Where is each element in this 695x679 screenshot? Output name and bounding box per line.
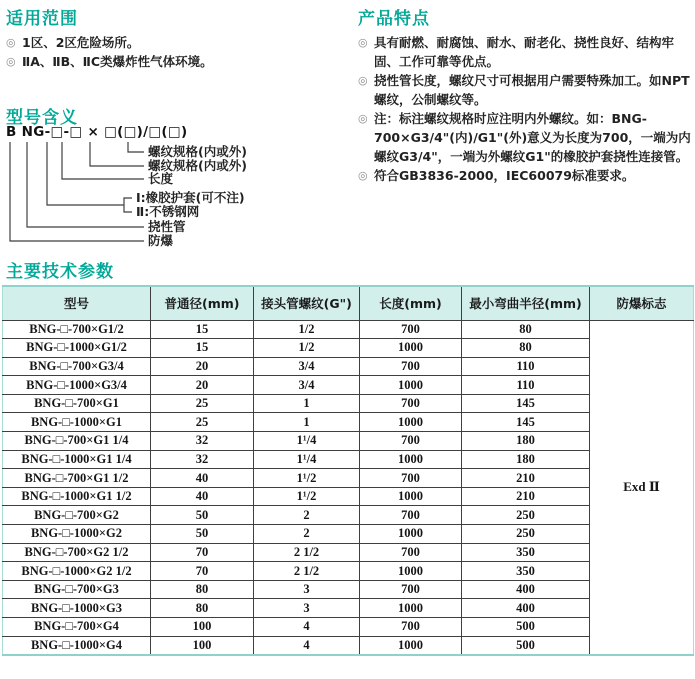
thread-cell: 1/2: [254, 320, 360, 339]
model-cell: BNG-□-1000×G1/2: [3, 339, 151, 358]
diameter-cell: 15: [151, 339, 254, 358]
length-cell: 700: [360, 357, 462, 376]
thread-cell: 2 1/2: [254, 543, 360, 562]
radius-cell: 145: [462, 394, 590, 413]
diagram-label-stainless-mesh: Ⅱ:不锈钢网: [136, 204, 200, 219]
radius-cell: 80: [462, 320, 590, 339]
column-header-thread: 接头管螺纹(G"): [254, 286, 360, 320]
length-cell: 700: [360, 618, 462, 637]
table-row: [3, 320, 694, 339]
bullseye-bullet-icon: ◎: [358, 169, 368, 182]
model-cell: BNG-□-700×G2 1/2: [3, 543, 151, 562]
list-item: [358, 109, 692, 166]
radius-cell: 250: [462, 525, 590, 544]
bullseye-bullet-icon: ◎: [358, 36, 368, 49]
model-cell: BNG-□-1000×G3/4: [3, 376, 151, 395]
diagram-label-rubber-sheath: Ⅰ:橡胶护套(可不注): [136, 190, 245, 205]
list-item: [6, 52, 351, 71]
parameters-table: [2, 285, 694, 656]
diameter-cell: 32: [151, 432, 254, 451]
radius-cell: 110: [462, 376, 590, 395]
radius-cell: 210: [462, 469, 590, 488]
model-cell: BNG-□-1000×G1 1/4: [3, 450, 151, 469]
length-cell: 1000: [360, 636, 462, 655]
diameter-cell: 25: [151, 394, 254, 413]
diagram-label-thread-spec-outer: 螺纹规格(内或外): [148, 144, 247, 159]
model-cell: BNG-□-700×G1/2: [3, 320, 151, 339]
model-cell: BNG-□-700×G4: [3, 618, 151, 637]
feature-item-text: 注：标注螺纹规格时应注明内外螺纹。如：BNG-700×G3/4"(内)/G1"(外)意义为长度为700，一端为内螺纹G3/4"，一端为外螺纹G1"的橡胶护套挠性连接管。: [374, 111, 691, 164]
radius-cell: 110: [462, 357, 590, 376]
length-cell: 1000: [360, 562, 462, 581]
thread-cell: 1¹/2: [254, 469, 360, 488]
model-cell: BNG-□-700×G1: [3, 394, 151, 413]
bullseye-bullet-icon: ◎: [6, 55, 16, 68]
diameter-cell: 20: [151, 357, 254, 376]
length-cell: 700: [360, 580, 462, 599]
thread-cell: 4: [254, 618, 360, 637]
radius-cell: 500: [462, 636, 590, 655]
diagram-label-explosion-proof: 防爆: [148, 233, 174, 248]
radius-cell: 350: [462, 562, 590, 581]
length-cell: 1000: [360, 599, 462, 618]
radius-cell: 500: [462, 618, 590, 637]
radius-cell: 400: [462, 599, 590, 618]
parameters-title: 主要技术参数: [6, 262, 114, 282]
application-scope-title: 适用范围: [6, 9, 78, 29]
thread-cell: 1¹/4: [254, 432, 360, 451]
model-cell: BNG-□-700×G3/4: [3, 357, 151, 376]
diameter-cell: 25: [151, 413, 254, 432]
product-features-section: [358, 4, 692, 185]
radius-cell: 250: [462, 506, 590, 525]
diameter-cell: 80: [151, 580, 254, 599]
parameters-section: [6, 257, 114, 282]
thread-cell: 1: [254, 413, 360, 432]
model-cell: BNG-□-1000×G1: [3, 413, 151, 432]
diameter-cell: 70: [151, 562, 254, 581]
diameter-cell: 50: [151, 506, 254, 525]
diagram-label-flexible-tube: 挠性管: [148, 219, 186, 234]
thread-cell: 1: [254, 394, 360, 413]
length-cell: 700: [360, 394, 462, 413]
radius-cell: 210: [462, 487, 590, 506]
thread-cell: 3: [254, 580, 360, 599]
diagram-label-thread-spec-inner: 螺纹规格(内或外): [148, 158, 247, 173]
parameters-table-body: [3, 320, 694, 655]
radius-cell: 400: [462, 580, 590, 599]
model-cell: BNG-□-1000×G4: [3, 636, 151, 655]
length-cell: 1000: [360, 487, 462, 506]
length-cell: 700: [360, 543, 462, 562]
diameter-cell: 20: [151, 376, 254, 395]
length-cell: 700: [360, 469, 462, 488]
product-features-list: [358, 33, 692, 185]
radius-cell: 180: [462, 450, 590, 469]
diameter-cell: 50: [151, 525, 254, 544]
column-header-ex-mark: 防爆标志: [590, 286, 694, 320]
column-header-model: 型号: [3, 286, 151, 320]
thread-cell: 2: [254, 506, 360, 525]
thread-cell: 1¹/2: [254, 487, 360, 506]
thread-cell: 2: [254, 525, 360, 544]
radius-cell: 350: [462, 543, 590, 562]
thread-cell: 3: [254, 599, 360, 618]
length-cell: 1000: [360, 525, 462, 544]
bullseye-bullet-icon: ◎: [358, 112, 368, 125]
diameter-cell: 40: [151, 469, 254, 488]
column-header-length: 长度(mm): [360, 286, 462, 320]
diameter-cell: 15: [151, 320, 254, 339]
feature-item-text: 具有耐燃、耐腐蚀、耐水、耐老化、挠性良好、结构牢固、工作可靠等优点。: [374, 35, 675, 69]
length-cell: 700: [360, 432, 462, 451]
model-cell: BNG-□-1000×G3: [3, 599, 151, 618]
diameter-cell: 80: [151, 599, 254, 618]
model-cell: BNG-□-1000×G1 1/2: [3, 487, 151, 506]
model-cell: BNG-□-700×G3: [3, 580, 151, 599]
diameter-cell: 100: [151, 618, 254, 637]
feature-item-text: 符合GB3836-2000，IEC60079标准要求。: [374, 168, 635, 183]
thread-cell: 2 1/2: [254, 562, 360, 581]
diameter-cell: 70: [151, 543, 254, 562]
length-cell: 1000: [360, 376, 462, 395]
model-code-string: B NG-□-□ × □(□)/□(□): [6, 124, 188, 140]
bullseye-bullet-icon: ◎: [358, 74, 368, 87]
diameter-cell: 100: [151, 636, 254, 655]
thread-cell: 3/4: [254, 376, 360, 395]
radius-cell: 80: [462, 339, 590, 358]
length-cell: 700: [360, 506, 462, 525]
feature-item-text: 挠性管长度，螺纹尺寸可根据用户需要特殊加工。如NPT螺纹，公制螺纹等。: [374, 73, 690, 107]
length-cell: 1000: [360, 413, 462, 432]
model-cell: BNG-□-700×G1 1/4: [3, 432, 151, 451]
diameter-cell: 40: [151, 487, 254, 506]
bullseye-bullet-icon: ◎: [6, 36, 16, 49]
thread-cell: 1/2: [254, 339, 360, 358]
table-header-row: [3, 286, 694, 320]
radius-cell: 145: [462, 413, 590, 432]
ex-mark-cell: Exd Ⅱ: [590, 320, 694, 655]
thread-cell: 1¹/4: [254, 450, 360, 469]
thread-cell: 4: [254, 636, 360, 655]
diagram-label-length: 长度: [148, 171, 174, 186]
list-item: [358, 71, 692, 109]
list-item: [358, 33, 692, 71]
model-cell: BNG-□-1000×G2: [3, 525, 151, 544]
length-cell: 1000: [360, 450, 462, 469]
diameter-cell: 32: [151, 450, 254, 469]
model-cell: BNG-□-700×G1 1/2: [3, 469, 151, 488]
thread-cell: 3/4: [254, 357, 360, 376]
application-scope-list: [6, 33, 351, 71]
model-code-diagram: [6, 124, 351, 254]
model-cell: BNG-□-700×G2: [3, 506, 151, 525]
scope-item-text: ⅡA、ⅡB、ⅡC类爆炸性气体环境。: [22, 54, 213, 69]
column-header-radius: 最小弯曲半径(mm): [462, 286, 590, 320]
length-cell: 700: [360, 320, 462, 339]
column-header-diameter: 普通径(mm): [151, 286, 254, 320]
list-item: [6, 33, 351, 52]
product-features-title: 产品特点: [358, 9, 430, 29]
application-scope-section: [6, 4, 351, 71]
length-cell: 1000: [360, 339, 462, 358]
list-item: [358, 166, 692, 185]
model-meaning-title: 型号含义: [6, 108, 78, 128]
radius-cell: 180: [462, 432, 590, 451]
scope-item-text: 1区、2区危险场所。: [22, 35, 140, 50]
model-cell: BNG-□-1000×G2 1/2: [3, 562, 151, 581]
